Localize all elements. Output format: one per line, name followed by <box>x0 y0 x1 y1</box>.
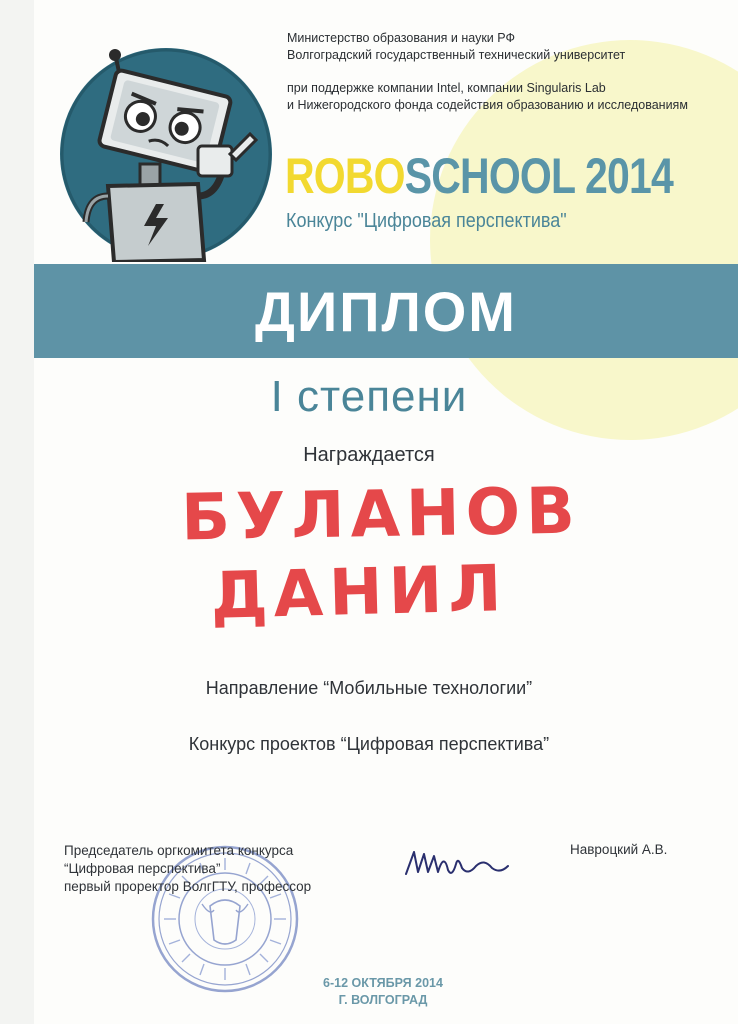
event-name-robo: ROBO <box>285 148 405 204</box>
contest-subtitle: Конкурс "Цифровая перспектива" <box>286 210 567 232</box>
signatory-role-line2: “Цифровая перспектива” <box>64 861 221 876</box>
signatory-role-line3: первый проректор ВолгГТУ, профессор <box>64 879 312 894</box>
signature-icon <box>400 842 510 887</box>
footer-dates <box>0 975 738 1009</box>
signatory-block <box>64 842 311 896</box>
event-name-school: SCHOOL 2014 <box>404 148 673 204</box>
recipient-first-name: ДАНИЛ <box>209 552 509 634</box>
awarded-label: Награждается <box>303 444 435 466</box>
signatory-name: Навроцкий А.В. <box>570 842 668 857</box>
university-line: Волгоградский государственный технический университет <box>287 48 626 62</box>
event-logo-text <box>285 148 673 204</box>
sponsors-line: при поддержке компании Intel, компании Singularis Lab <box>287 81 606 95</box>
robot-icon <box>58 46 274 262</box>
signatory-role-line1: Председатель оргкомитета конкурса <box>64 843 294 858</box>
event-dates: 6-12 ОКТЯБРЯ 2014 <box>323 976 443 990</box>
ministry-line: Министерство образования и науки РФ <box>287 31 515 45</box>
direction-line: Направление “Мобильные технологии” <box>205 678 533 698</box>
diploma-title: ДИПЛОМ <box>255 279 517 343</box>
project-contest-line: Конкурс проектов “Цифровая перспектива” <box>188 734 550 754</box>
diploma-degree: I степени <box>270 372 468 421</box>
issuer-header <box>287 30 688 114</box>
diploma-banner <box>34 264 738 358</box>
recipient-surname: БУЛАНОВ <box>180 474 582 556</box>
event-city: Г. ВОЛГОГРАД <box>338 993 428 1007</box>
foundation-line: и Нижегородского фонда содействия образованию и исследованиям <box>287 98 688 112</box>
